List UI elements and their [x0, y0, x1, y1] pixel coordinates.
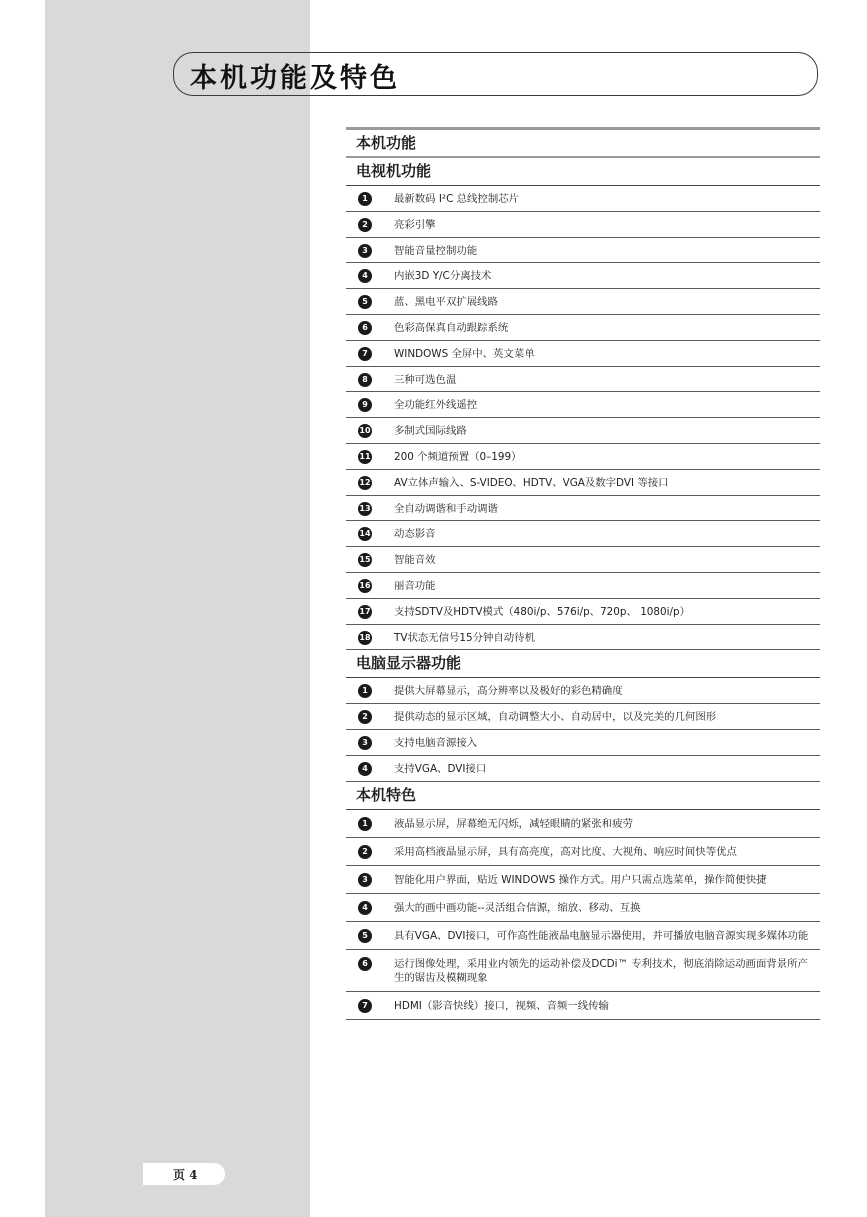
- item-number-badge: 16: [358, 579, 372, 593]
- list-item: [346, 573, 820, 599]
- item-number-badge: 13: [358, 502, 372, 516]
- pc-feature-list: [346, 678, 820, 782]
- item-number-badge: 2: [358, 845, 372, 859]
- item-text: 支持VGA、DVI接口: [394, 763, 487, 776]
- item-text: 运行图像处理，采用业内领先的运动补偿及DCDi™ 专利技术，彻底消除运动画面背景所产生的锯齿及模糊现象: [394, 958, 808, 985]
- item-number-badge: 6: [358, 321, 372, 335]
- item-number-badge: 7: [358, 999, 372, 1013]
- section-heading-features: 本机特色: [346, 782, 820, 810]
- item-number-badge: 9: [358, 398, 372, 412]
- item-text: 200 个频道预置（0–199）: [394, 450, 522, 463]
- list-item: [346, 599, 820, 625]
- list-item: [346, 496, 820, 522]
- list-item: [346, 922, 820, 950]
- item-number-badge: 4: [358, 269, 372, 283]
- item-number-badge: 3: [358, 873, 372, 887]
- item-number-badge: 17: [358, 605, 372, 619]
- item-number-badge: 5: [358, 929, 372, 943]
- item-text: 全功能红外线遥控: [394, 399, 478, 412]
- page-number: 页 4: [173, 1168, 198, 1182]
- item-number-badge: 6: [358, 957, 372, 971]
- item-text: 支持SDTV及HDTV模式（480i/p、576i/p、720p、 1080i/p）: [394, 605, 691, 618]
- tv-feature-list: [346, 186, 820, 650]
- item-number-badge: 10: [358, 424, 372, 438]
- item-text: HDMI（影音快线）接口，视频、音频一线传输: [394, 1000, 609, 1013]
- item-number-badge: 3: [358, 244, 372, 258]
- item-number-badge: 7: [358, 347, 372, 361]
- item-number-badge: 1: [358, 684, 372, 698]
- list-item: [346, 341, 820, 367]
- item-text: 智能音效: [394, 554, 436, 567]
- list-item: [346, 992, 820, 1020]
- item-text: 提供动态的显示区域，自动调整大小、自动居中，以及完美的几何图形: [394, 711, 717, 724]
- item-number-badge: 11: [358, 450, 372, 464]
- list-item: [346, 704, 820, 730]
- list-item: [346, 950, 820, 992]
- left-sidebar-band: [45, 0, 310, 1217]
- item-text: 蓝、黑电平双扩展线路: [394, 296, 498, 309]
- item-text: WINDOWS 全屏中、英文菜单: [394, 347, 535, 360]
- item-text: 亮彩引擎: [394, 218, 436, 231]
- list-item: [346, 838, 820, 866]
- item-text: 动态影音: [394, 528, 436, 541]
- item-number-badge: 2: [358, 218, 372, 232]
- item-text: 最新数码 I²C 总线控制芯片: [394, 193, 519, 205]
- list-item: [346, 418, 820, 444]
- item-text: AV立体声输入、S-VIDEO、HDTV、VGA及数字DVI 等接口: [394, 476, 669, 489]
- item-text: TV状态无信号15分钟自动待机: [394, 631, 535, 644]
- section-heading-function: 本机功能: [346, 130, 820, 158]
- list-item: [346, 866, 820, 894]
- list-item: [346, 470, 820, 496]
- item-number-badge: 2: [358, 710, 372, 724]
- list-item: [346, 444, 820, 470]
- item-text: 采用高档液晶显示屏，具有高亮度，高对比度、大视角、响应时间快等优点: [394, 846, 737, 859]
- list-item: [346, 289, 820, 315]
- list-item: [346, 238, 820, 264]
- list-item: [346, 678, 820, 704]
- features-list: [346, 810, 820, 1020]
- item-number-badge: 14: [358, 527, 372, 541]
- item-number-badge: 5: [358, 295, 372, 309]
- list-item: [346, 315, 820, 341]
- item-text: 智能化用户界面，贴近 WINDOWS 操作方式。用户只需点选菜单，操作简便快捷: [394, 874, 767, 887]
- item-number-badge: 1: [358, 817, 372, 831]
- list-item: [346, 186, 820, 212]
- item-text: 丽音功能: [394, 579, 436, 592]
- item-text: 多制式国际线路: [394, 425, 467, 438]
- item-text: 提供大屏幕显示，高分辨率以及极好的彩色精确度: [394, 685, 623, 698]
- list-item: [346, 730, 820, 756]
- list-item: [346, 810, 820, 838]
- item-text: 液晶显示屏，屏幕绝无闪烁，减轻眼睛的紧张和疲劳: [394, 818, 633, 831]
- item-text: 具有VGA、DVI接口，可作高性能液晶电脑显示器使用，并可播放电脑音源实现多媒体功能: [394, 930, 809, 943]
- list-item: [346, 212, 820, 238]
- item-text: 内嵌3D Y/C分离技术: [394, 270, 492, 283]
- subsection-heading-pc: 电脑显示器功能: [346, 650, 820, 678]
- item-number-badge: 8: [358, 373, 372, 387]
- item-number-badge: 15: [358, 553, 372, 567]
- item-text: 智能音量控制功能: [394, 244, 478, 257]
- list-item: [346, 894, 820, 922]
- list-item: [346, 367, 820, 393]
- list-item: [346, 521, 820, 547]
- item-number-badge: 3: [358, 736, 372, 750]
- list-item: [346, 756, 820, 782]
- list-item: [346, 392, 820, 418]
- item-text: 三种可选色温: [394, 373, 457, 386]
- item-text: 色彩高保真自动跟踪系统: [394, 321, 509, 334]
- subsection-heading-tv: 电视机功能: [346, 158, 820, 186]
- list-item: [346, 547, 820, 573]
- item-number-badge: 12: [358, 476, 372, 490]
- item-number-badge: 18: [358, 631, 372, 645]
- item-number-badge: 1: [358, 192, 372, 206]
- content-area: [346, 127, 820, 1020]
- page-number-tab: [143, 1163, 225, 1185]
- item-number-badge: 4: [358, 901, 372, 915]
- page-title: 本机功能及特色: [190, 63, 400, 94]
- list-item: [346, 263, 820, 289]
- list-item: [346, 625, 820, 651]
- item-text: 支持电脑音源接入: [394, 737, 478, 750]
- item-text: 全自动调谐和手动调谐: [394, 502, 498, 515]
- item-text: 强大的画中画功能--灵活组合信源，缩放、移动、互换: [394, 902, 641, 915]
- item-number-badge: 4: [358, 762, 372, 776]
